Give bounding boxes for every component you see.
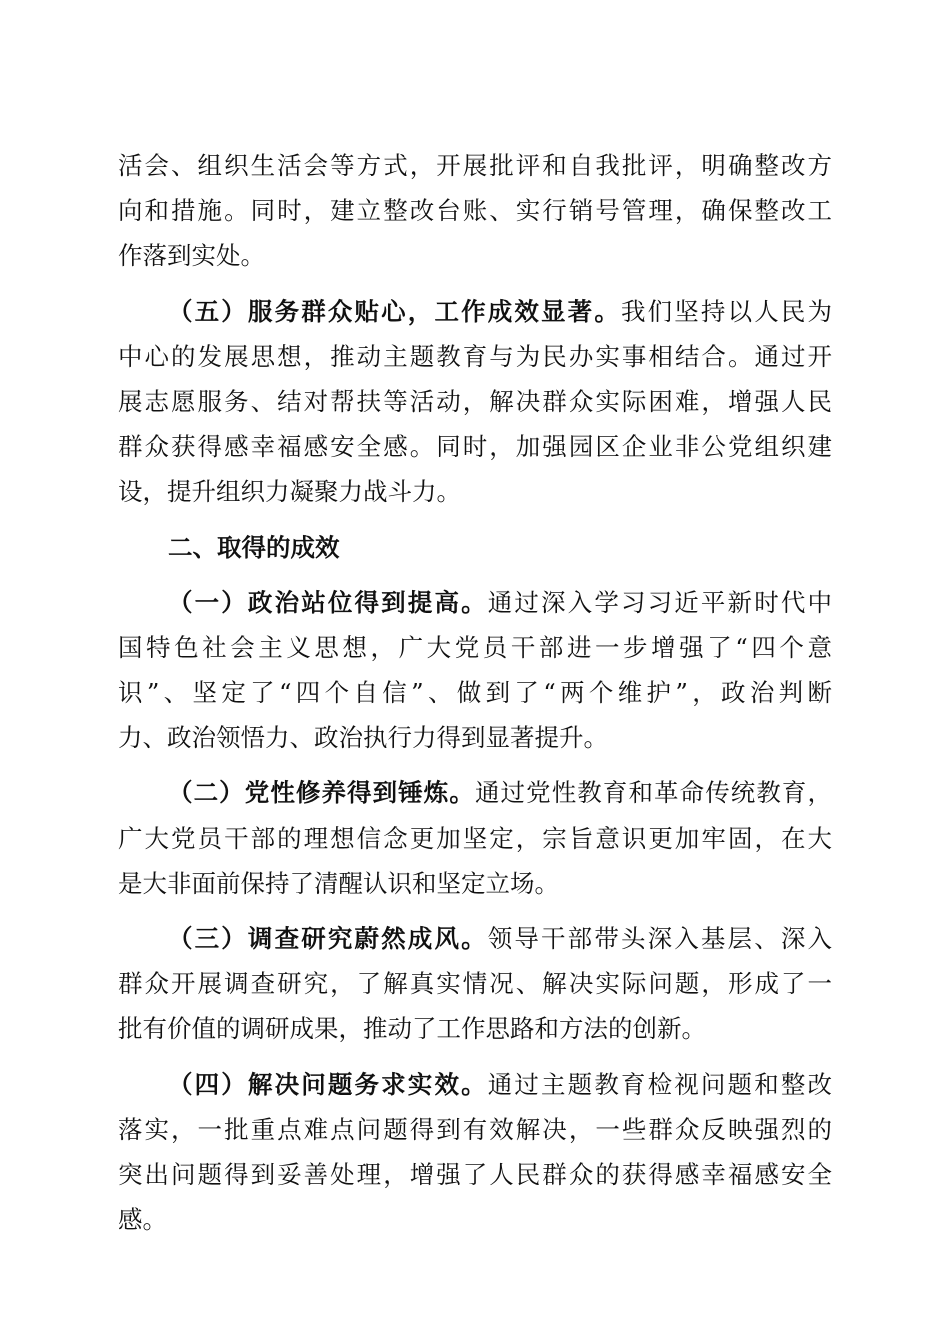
paragraph-service-masses: [118, 289, 832, 515]
text-line: 突出问题得到妥善处理，增强了人民群众的获得感幸福感安全: [118, 1159, 832, 1189]
text-run: 通过主题教育检视问题和整改: [487, 1069, 832, 1099]
paragraph-lead: （三）调查研究蔚然成风。: [168, 924, 488, 953]
text-line: 国特色社会主义思想，广大党员干部进一步增强了“四个意: [118, 632, 832, 662]
text-line: [118, 770, 832, 815]
text-line: 群众开展调查研究，了解真实情况、解决实际问题，形成了一: [118, 969, 832, 999]
paragraph-lead: （五）服务群众贴心，工作成效显著。: [168, 296, 621, 326]
paragraph-lead: （四）解决问题务求实效。: [168, 1069, 488, 1099]
paragraph-continuation: [118, 143, 832, 279]
text-run: 我们坚持以人民为: [620, 296, 833, 326]
text-line: 向和措施。同时，建立整改台账、实行销号管理，确保整改工: [118, 196, 832, 226]
text-line: [118, 580, 832, 625]
text-line: 是大非面前保持了清醒认识和坚定立场。: [118, 868, 559, 898]
paragraph-lead: （二）党性修养得到锤炼。: [168, 778, 475, 808]
text-line: 中心的发展思想，推动主题教育与为民办实事相结合。通过开: [118, 341, 832, 371]
section-heading: 二、取得的成效: [168, 532, 340, 562]
text-run: 通过党性教育和革命传统教育，: [474, 778, 833, 808]
text-line: 力、政治领悟力、政治执行力得到显著提升。: [118, 723, 608, 753]
text-line: 落实，一批重点难点问题得到有效解决，一些群众反映强烈的: [118, 1114, 832, 1144]
text-line: 作落到实处。: [118, 241, 265, 271]
paragraph-problem-solving: [118, 1062, 832, 1243]
text-line: 识”、坚定了“四个自信”、做到了“两个维护”，政治判断: [118, 678, 832, 708]
text-line: 活会、组织生活会等方式，开展批评和自我批评，明确整改方: [118, 151, 832, 180]
text-line: [118, 289, 832, 334]
text-line: [118, 1062, 832, 1107]
text-line: 设，提升组织力凝聚力战斗力。: [118, 477, 461, 507]
text-run: 领导干部带头深入基层、深入: [487, 924, 832, 953]
text-line: 感。: [118, 1205, 167, 1235]
text-run: 通过深入学习习近平新时代中: [487, 587, 832, 617]
text-line: 批有价值的调研成果，推动了工作思路和方法的创新。: [118, 1014, 706, 1044]
text-line: 群众获得感幸福感安全感。同时，加强园区企业非公党组织建: [118, 432, 832, 462]
paragraph-party-spirit: [118, 770, 832, 906]
paragraph-political-stance: [118, 580, 832, 761]
text-line: 广大党员干部的理想信念更加坚定，宗旨意识更加牢固，在大: [118, 823, 832, 853]
paragraph-lead: （一）政治站位得到提高。: [168, 587, 488, 617]
document-page: [118, 143, 832, 1242]
paragraph-research: [118, 916, 832, 1052]
text-line: 展志愿服务、结对帮扶等活动，解决群众实际困难，增强人民: [118, 386, 832, 416]
text-line: [118, 916, 832, 961]
